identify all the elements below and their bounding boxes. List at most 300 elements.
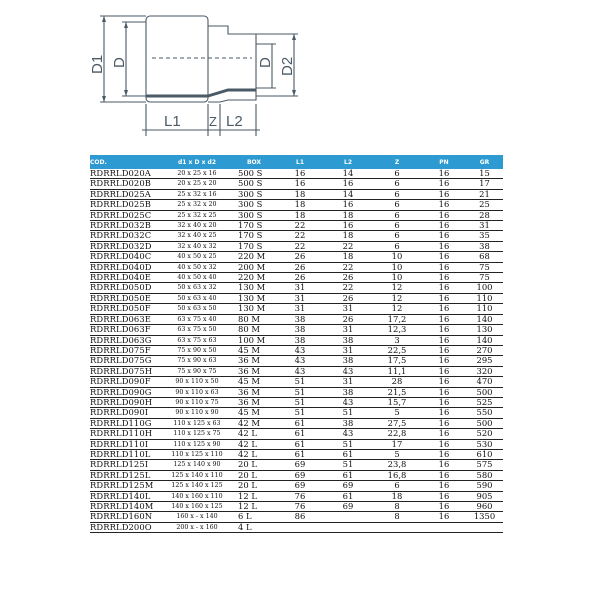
cell-pn: 16 xyxy=(422,418,466,428)
l1-label: L1 xyxy=(164,113,181,130)
cell-code: RDRRLD075F xyxy=(90,345,162,355)
cell-dims: 50 x 63 x 40 xyxy=(162,293,232,303)
cell-z: 3 xyxy=(372,335,422,345)
table-row xyxy=(90,189,503,199)
cell-box: 36 M xyxy=(232,356,276,366)
cell-pn: 16 xyxy=(422,460,466,470)
cell-l1: 18 xyxy=(276,210,324,220)
cell-pn: 16 xyxy=(422,397,466,407)
cell-gr: 15 xyxy=(466,169,503,179)
cell-code: RDRRLD090I xyxy=(90,408,162,418)
cell-gr: 520 xyxy=(466,429,503,439)
cell-gr: 110 xyxy=(466,293,503,303)
cell-l1: 22 xyxy=(276,231,324,241)
cell-code: RDRRLD110G xyxy=(90,418,162,428)
cell-z: 5 xyxy=(372,449,422,459)
cell-pn: 16 xyxy=(422,387,466,397)
cell-box: 170 S xyxy=(232,231,276,241)
cell-code: RDRRLD050E xyxy=(90,293,162,303)
cell-code: RDRRLD063E xyxy=(90,314,162,324)
cell-l1: 61 xyxy=(276,429,324,439)
cell-dims: 63 x 75 x 63 xyxy=(162,335,232,345)
cell-pn: 16 xyxy=(422,377,466,387)
cell-code: RDRRLD140M xyxy=(90,502,162,512)
cell-l1: 22 xyxy=(276,241,324,251)
cell-code: RDRRLD020B xyxy=(90,179,162,189)
cell-l1: 22 xyxy=(276,221,324,231)
cell-l2: 31 xyxy=(324,377,372,387)
table-row xyxy=(90,366,503,376)
d-small-label: D xyxy=(257,57,274,68)
cell-l2: 16 xyxy=(324,221,372,231)
cell-dims: 90 x 110 x 75 xyxy=(162,397,232,407)
table-row xyxy=(90,293,503,303)
cell-code: RDRRLD125M xyxy=(90,481,162,491)
cell-pn: 16 xyxy=(422,273,466,283)
table-row xyxy=(90,449,503,459)
table-row xyxy=(90,418,503,428)
cell-l2: 26 xyxy=(324,293,372,303)
cell-l2: 69 xyxy=(324,502,372,512)
table-row xyxy=(90,502,503,512)
cell-code: RDRRLD090F xyxy=(90,377,162,387)
cell-box: 130 M xyxy=(232,304,276,314)
d-label: D xyxy=(111,57,128,68)
cell-code: RDRRLD090G xyxy=(90,387,162,397)
cell-code: RDRRLD140L xyxy=(90,491,162,501)
cell-pn: 16 xyxy=(422,335,466,345)
cell-box: 200 M xyxy=(232,262,276,272)
cell-z: 6 xyxy=(372,231,422,241)
cell-pn: 16 xyxy=(422,314,466,324)
cell-l2: 31 xyxy=(324,345,372,355)
cell-gr: 21 xyxy=(466,189,503,199)
cell-dims: 32 x 40 x 25 xyxy=(162,231,232,241)
cell-pn: 16 xyxy=(422,169,466,179)
cell-l1 xyxy=(276,522,324,532)
cell-pn: 16 xyxy=(422,439,466,449)
cell-code: RDRRLD032C xyxy=(90,231,162,241)
cell-l1: 69 xyxy=(276,470,324,480)
cell-z: 12 xyxy=(372,283,422,293)
cell-z: 6 xyxy=(372,481,422,491)
cell-gr: 905 xyxy=(466,491,503,501)
cell-l1: 61 xyxy=(276,418,324,428)
cell-gr: 530 xyxy=(466,439,503,449)
cell-dims: 125 x 140 x 125 xyxy=(162,481,232,491)
cell-l1: 31 xyxy=(276,283,324,293)
cell-box: 36 M xyxy=(232,366,276,376)
table-header-row xyxy=(90,155,503,169)
cell-box: 42 L xyxy=(232,429,276,439)
cell-dims: 90 x 110 x 50 xyxy=(162,377,232,387)
cell-pn: 16 xyxy=(422,283,466,293)
cell-z: 16,8 xyxy=(372,470,422,480)
cell-gr: 100 xyxy=(466,283,503,293)
cell-pn: 16 xyxy=(422,252,466,262)
cell-z: 21,5 xyxy=(372,387,422,397)
cell-box: 80 M xyxy=(232,325,276,335)
cell-box: 20 L xyxy=(232,460,276,470)
cell-l1: 31 xyxy=(276,304,324,314)
cell-z: 6 xyxy=(372,221,422,231)
cell-l1: 43 xyxy=(276,356,324,366)
cell-pn: 16 xyxy=(422,481,466,491)
cell-dims: 140 x 160 x 110 xyxy=(162,491,232,501)
cell-gr xyxy=(466,522,503,532)
cell-gr: 610 xyxy=(466,449,503,459)
cell-code: RDRRLD020A xyxy=(90,169,162,179)
cell-dims: 20 x 25 x 16 xyxy=(162,169,232,179)
header-gr: GR xyxy=(479,158,490,166)
cell-pn xyxy=(422,522,466,532)
table-row xyxy=(90,262,503,272)
cell-l2: 61 xyxy=(324,449,372,459)
cell-box: 45 M xyxy=(232,408,276,418)
cell-box: 6 L xyxy=(232,512,276,522)
cell-z: 6 xyxy=(372,169,422,179)
cell-z: 17 xyxy=(372,439,422,449)
cell-l1: 61 xyxy=(276,449,324,459)
cell-dims: 90 x 110 x 90 xyxy=(162,408,232,418)
cell-z: 12 xyxy=(372,293,422,303)
table-row xyxy=(90,356,503,366)
cell-gr: 130 xyxy=(466,325,503,335)
cell-l2: 51 xyxy=(324,439,372,449)
table-row xyxy=(90,377,503,387)
cell-l1: 16 xyxy=(276,169,324,179)
cell-pn: 16 xyxy=(422,304,466,314)
cell-box: 20 L xyxy=(232,470,276,480)
cell-box: 4 L xyxy=(232,522,276,532)
cell-gr: 35 xyxy=(466,231,503,241)
cell-z: 10 xyxy=(372,262,422,272)
cell-dims: 200 x - x 160 xyxy=(162,522,232,532)
table-row xyxy=(90,408,503,418)
cell-dims: 110 x 125 x 75 xyxy=(162,429,232,439)
cell-z: 12,3 xyxy=(372,325,422,335)
cell-pn: 16 xyxy=(422,366,466,376)
cell-gr: 17 xyxy=(466,179,503,189)
cell-l2: 16 xyxy=(324,200,372,210)
cell-gr: 500 xyxy=(466,387,503,397)
cell-l1: 18 xyxy=(276,200,324,210)
cell-l1: 31 xyxy=(276,293,324,303)
cell-pn: 16 xyxy=(422,356,466,366)
cell-l2: 18 xyxy=(324,252,372,262)
product-table xyxy=(90,155,503,533)
cell-l1: 86 xyxy=(276,512,324,522)
cell-code: RDRRLD032B xyxy=(90,221,162,231)
cell-z: 6 xyxy=(372,200,422,210)
cell-l1: 38 xyxy=(276,325,324,335)
cell-pn: 16 xyxy=(422,470,466,480)
header-dims: d1 x D x d2 xyxy=(177,158,216,166)
cell-code: RDRRLD040D xyxy=(90,262,162,272)
cell-gr: 75 xyxy=(466,273,503,283)
cell-z: 6 xyxy=(372,241,422,251)
cell-l2: 14 xyxy=(324,189,372,199)
table-row xyxy=(90,387,503,397)
cell-box: 42 M xyxy=(232,418,276,428)
cell-z: 6 xyxy=(372,189,422,199)
header-l2: L2 xyxy=(344,158,352,166)
cell-pn: 16 xyxy=(422,408,466,418)
table-row xyxy=(90,252,503,262)
cell-box: 300 S xyxy=(232,189,276,199)
cell-z: 22,8 xyxy=(372,429,422,439)
cell-box: 220 M xyxy=(232,252,276,262)
cell-dims: 50 x 63 x 50 xyxy=(162,304,232,314)
cell-l1: 61 xyxy=(276,439,324,449)
reducer-diagram xyxy=(80,8,310,150)
cell-box: 220 M xyxy=(232,273,276,283)
cell-box: 12 L xyxy=(232,491,276,501)
cell-l2: 69 xyxy=(324,481,372,491)
cell-l1: 18 xyxy=(276,189,324,199)
cell-dims: 32 x 40 x 32 xyxy=(162,241,232,251)
cell-l2: 43 xyxy=(324,397,372,407)
table-row xyxy=(90,210,503,220)
cell-z: 17,2 xyxy=(372,314,422,324)
cell-code: RDRRLD040E xyxy=(90,273,162,283)
cell-code: RDRRLD050D xyxy=(90,283,162,293)
cell-box: 42 L xyxy=(232,439,276,449)
cell-l2: 31 xyxy=(324,325,372,335)
table-row xyxy=(90,491,503,501)
cell-l1: 76 xyxy=(276,491,324,501)
header-z: Z xyxy=(394,158,400,166)
cell-dims: 32 x 40 x 20 xyxy=(162,221,232,231)
cell-pn: 16 xyxy=(422,262,466,272)
cell-dims: 110 x 125 x 90 xyxy=(162,439,232,449)
cell-dims: 25 x 32 x 20 xyxy=(162,200,232,210)
cell-gr: 550 xyxy=(466,408,503,418)
cell-l2: 38 xyxy=(324,387,372,397)
table-row xyxy=(90,273,503,283)
cell-code: RDRRLD090H xyxy=(90,397,162,407)
cell-box: 42 L xyxy=(232,449,276,459)
cell-dims: 125 x 140 x 90 xyxy=(162,460,232,470)
cell-z: 10 xyxy=(372,273,422,283)
cell-l1: 38 xyxy=(276,335,324,345)
cell-pn: 16 xyxy=(422,210,466,220)
cell-code: RDRRLD110I xyxy=(90,439,162,449)
cell-l1: 51 xyxy=(276,377,324,387)
cell-gr: 31 xyxy=(466,221,503,231)
cell-z: 6 xyxy=(372,179,422,189)
cell-box: 130 M xyxy=(232,293,276,303)
cell-gr: 525 xyxy=(466,397,503,407)
cell-l1: 26 xyxy=(276,262,324,272)
cell-gr: 500 xyxy=(466,418,503,428)
cell-z xyxy=(372,522,422,532)
cell-dims: 40 x 50 x 32 xyxy=(162,262,232,272)
cell-l2: 51 xyxy=(324,460,372,470)
cell-gr: 140 xyxy=(466,335,503,345)
cell-gr: 25 xyxy=(466,200,503,210)
cell-z: 5 xyxy=(372,408,422,418)
cell-pn: 16 xyxy=(422,491,466,501)
cell-pn: 16 xyxy=(422,179,466,189)
cell-dims: 140 x 160 x 125 xyxy=(162,502,232,512)
cell-pn: 16 xyxy=(422,293,466,303)
cell-pn: 16 xyxy=(422,325,466,335)
cell-l1: 26 xyxy=(276,273,324,283)
table-row xyxy=(90,314,503,324)
cell-l2: 61 xyxy=(324,470,372,480)
cell-l1: 51 xyxy=(276,408,324,418)
z-label: Z xyxy=(209,114,217,129)
large-socket-outline xyxy=(146,16,208,102)
cell-code: RDRRLD063G xyxy=(90,335,162,345)
cell-code: RDRRLD025A xyxy=(90,189,162,199)
cell-pn: 16 xyxy=(422,512,466,522)
table-row xyxy=(90,304,503,314)
cell-box: 500 S xyxy=(232,169,276,179)
cell-l2: 22 xyxy=(324,262,372,272)
cell-gr: 470 xyxy=(466,377,503,387)
cell-l2: 38 xyxy=(324,335,372,345)
cell-l2: 22 xyxy=(324,241,372,251)
cell-l2: 38 xyxy=(324,356,372,366)
cell-code: RDRRLD125L xyxy=(90,470,162,480)
cell-dims: 75 x 90 x 75 xyxy=(162,366,232,376)
table-row xyxy=(90,169,503,179)
cell-l2: 43 xyxy=(324,366,372,376)
cell-code: RDRRLD040C xyxy=(90,252,162,262)
cell-gr: 140 xyxy=(466,314,503,324)
table-row xyxy=(90,429,503,439)
cell-gr: 295 xyxy=(466,356,503,366)
cell-l1: 51 xyxy=(276,397,324,407)
table-row xyxy=(90,345,503,355)
cell-code: RDRRLD075H xyxy=(90,366,162,376)
cell-box: 500 S xyxy=(232,179,276,189)
cell-gr: 590 xyxy=(466,481,503,491)
cell-dims: 125 x 140 x 110 xyxy=(162,470,232,480)
l2-label: L2 xyxy=(226,113,243,130)
cell-code: RDRRLD200O xyxy=(90,522,162,532)
cell-pn: 16 xyxy=(422,502,466,512)
cell-pn: 16 xyxy=(422,189,466,199)
cell-l1: 43 xyxy=(276,345,324,355)
cell-dims: 160 x - x 140 xyxy=(162,512,232,522)
cell-l2: 18 xyxy=(324,210,372,220)
cell-dims: 63 x 75 x 50 xyxy=(162,325,232,335)
table-row xyxy=(90,231,503,241)
cell-l1: 26 xyxy=(276,252,324,262)
cell-dims: 75 x 90 x 63 xyxy=(162,356,232,366)
cell-code: RDRRLD075G xyxy=(90,356,162,366)
cell-l2: 38 xyxy=(324,418,372,428)
table-row xyxy=(90,325,503,335)
cell-box: 36 M xyxy=(232,387,276,397)
table-row xyxy=(90,241,503,251)
cell-dims: 25 x 32 x 25 xyxy=(162,210,232,220)
cell-z: 23,8 xyxy=(372,460,422,470)
cell-gr: 75 xyxy=(466,262,503,272)
header-code: COD. xyxy=(90,158,107,166)
cell-z: 12 xyxy=(372,304,422,314)
cell-z: 11,1 xyxy=(372,366,422,376)
cell-dims: 40 x 50 x 25 xyxy=(162,252,232,262)
table-row xyxy=(90,221,503,231)
cell-z: 17,5 xyxy=(372,356,422,366)
cell-gr: 1350 xyxy=(466,512,503,522)
cell-box: 45 M xyxy=(232,377,276,387)
table-row xyxy=(90,512,503,522)
cell-gr: 960 xyxy=(466,502,503,512)
cell-pn: 16 xyxy=(422,231,466,241)
cell-l2: 16 xyxy=(324,179,372,189)
cell-dims: 75 x 90 x 50 xyxy=(162,345,232,355)
cell-gr: 320 xyxy=(466,366,503,376)
cell-l2 xyxy=(324,512,372,522)
cell-z: 10 xyxy=(372,252,422,262)
cell-gr: 270 xyxy=(466,345,503,355)
table-row xyxy=(90,481,503,491)
table-body xyxy=(90,169,503,533)
table-row xyxy=(90,439,503,449)
cell-pn: 16 xyxy=(422,241,466,251)
cell-pn: 16 xyxy=(422,449,466,459)
cell-code: RDRRLD160N xyxy=(90,512,162,522)
cell-dims: 40 x 50 x 40 xyxy=(162,273,232,283)
cell-l1: 76 xyxy=(276,502,324,512)
cell-l2: 14 xyxy=(324,169,372,179)
cell-pn: 16 xyxy=(422,221,466,231)
cell-dims: 110 x 125 x 110 xyxy=(162,449,232,459)
cell-dims: 50 x 63 x 32 xyxy=(162,283,232,293)
cell-l2: 26 xyxy=(324,273,372,283)
cell-code: RDRRLD110L xyxy=(90,449,162,459)
cell-gr: 580 xyxy=(466,470,503,480)
cell-code: RDRRLD050F xyxy=(90,304,162,314)
header-box: BOX xyxy=(246,158,262,166)
cell-l1: 69 xyxy=(276,460,324,470)
cell-box: 12 L xyxy=(232,502,276,512)
cell-z: 28 xyxy=(372,377,422,387)
cell-l2: 61 xyxy=(324,491,372,501)
cell-box: 300 S xyxy=(232,200,276,210)
cell-l1: 51 xyxy=(276,387,324,397)
cell-l2: 26 xyxy=(324,314,372,324)
cell-z: 6 xyxy=(372,210,422,220)
cell-l2: 22 xyxy=(324,283,372,293)
table-row xyxy=(90,283,503,293)
cell-gr: 38 xyxy=(466,241,503,251)
cell-box: 300 S xyxy=(232,210,276,220)
table-row xyxy=(90,335,503,345)
cell-dims: 110 x 125 x 63 xyxy=(162,418,232,428)
cell-l2: 18 xyxy=(324,231,372,241)
header-pn: PN xyxy=(439,158,449,166)
cell-gr: 575 xyxy=(466,460,503,470)
cell-l2: 51 xyxy=(324,408,372,418)
cell-l1: 43 xyxy=(276,366,324,376)
cell-l1: 69 xyxy=(276,481,324,491)
cell-l2: 43 xyxy=(324,429,372,439)
cell-code: RDRRLD025C xyxy=(90,210,162,220)
cell-box: 130 M xyxy=(232,283,276,293)
cell-dims: 63 x 75 x 40 xyxy=(162,314,232,324)
table-row xyxy=(90,470,503,480)
header-l1: L1 xyxy=(296,158,304,166)
cell-box: 45 M xyxy=(232,345,276,355)
cell-z: 22,5 xyxy=(372,345,422,355)
cell-l1: 38 xyxy=(276,314,324,324)
